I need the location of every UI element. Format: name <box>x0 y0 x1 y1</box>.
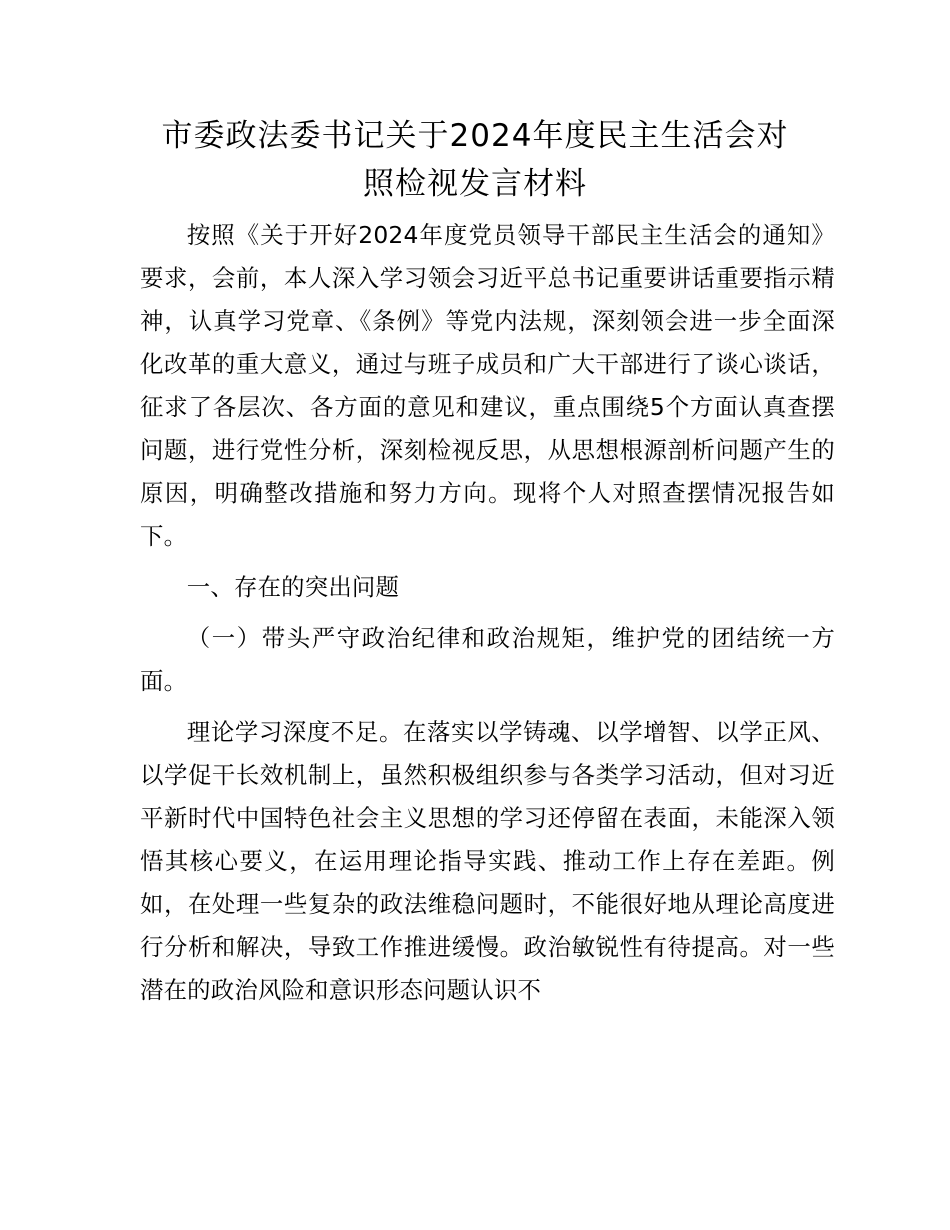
title-line-1: 市委政法委书记关于2024年度民主生活会对 <box>161 118 789 154</box>
section-heading: 一、存在的突出问题 <box>186 573 400 601</box>
title-line-2: 照检视发言材料 <box>363 166 587 202</box>
document-title <box>0 112 950 208</box>
intro-paragraph: 按照《关于开好2024年度党员领导干部民主生活会的通知》要求，会前，本人深入学习领会习近平总书记重要讲话重要指示精神，认真学习党章、《条例》等党内法规，深刻领会进一步全面深化改革的重大意义，通过与班子成员和广大干部进行了谈心谈话，征求了各层次、各方面的意见和建议，重点围绕5个方面认真查摆问题，进行党性分析，深刻检视反思，从思想根源剖析问题产生的原因，明确整改措施和努力方向。现将个人对照查摆情况报告如下。 <box>140 221 835 550</box>
document-body <box>140 214 835 1020</box>
subsection-heading: （一）带头严守政治纪律和政治规矩，维护党的团结统一方面。 <box>140 624 835 695</box>
body-paragraph: 理论学习深度不足。在落实以学铸魂、以学增智、以学正风、以学促干长效机制上，虽然积极组织参与各类学习活动，但对习近平新时代中国特色社会主义思想的学习还停留在表面，未能深入领悟其核心要义，在运用理论指导实践、推动工作上存在差距。例如，在处理一些复杂的政法维稳问题时，不能很好地从理论高度进行分析和解决，导致工作推进缓慢。政治敏锐性有待提高。对一些潜在的政治风险和意识形态问题认识不 <box>140 718 835 1004</box>
